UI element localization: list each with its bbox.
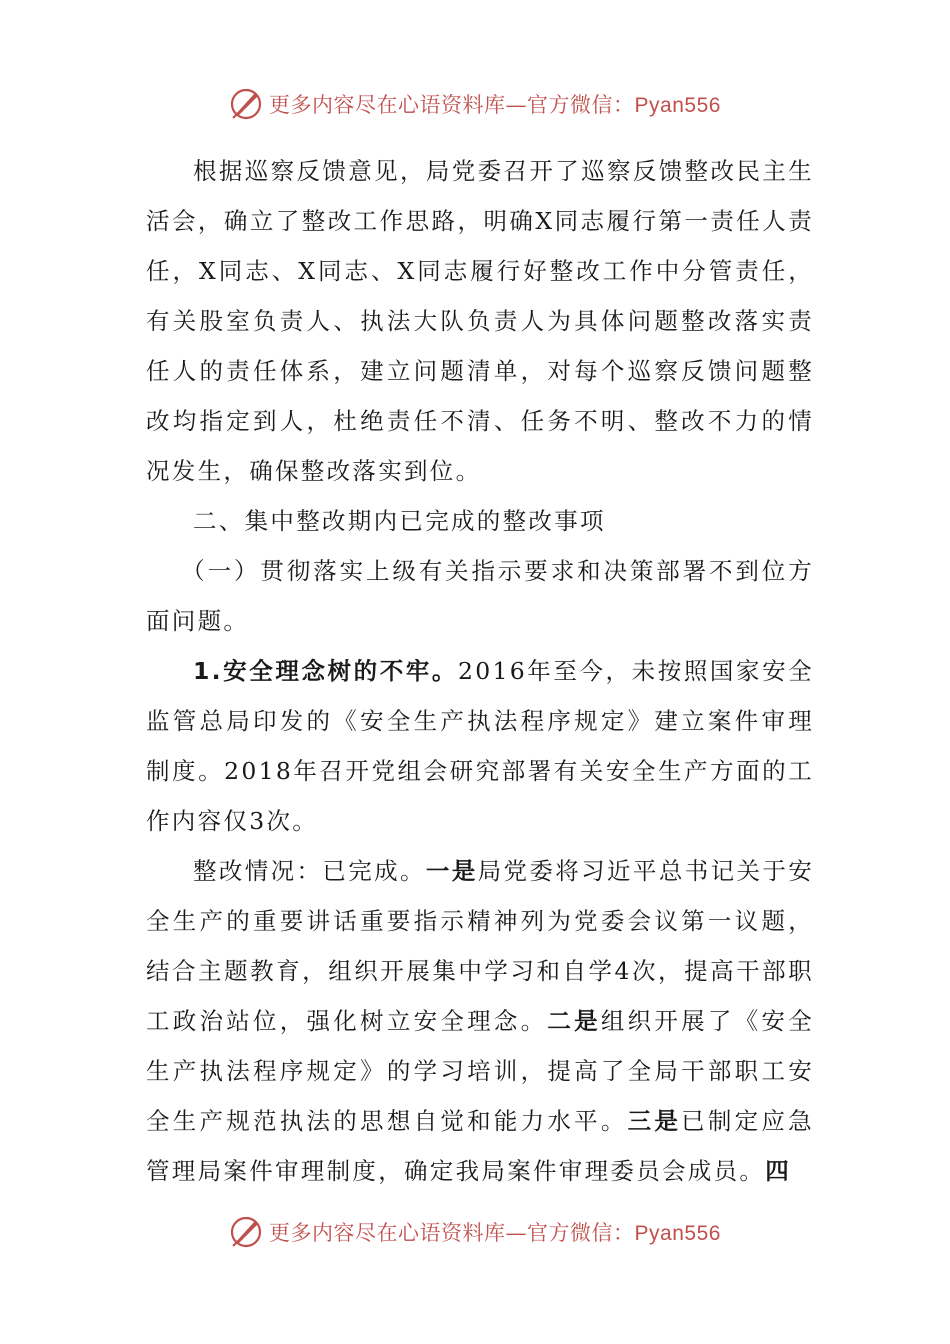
subsection-heading-1: （一）贯彻落实上级有关指示要求和决策部署不到位方面问题。 [146, 557, 814, 635]
issue-1-text: 2016年至今，未按照国家安全监管总局印发的《安全生产执法程序规定》建立案件审理制度。2018年召开党组会研究部署有关安全生产方面的工作内容仅3次。 [146, 657, 814, 835]
banner-chinese: 更多内容尽在心语资料库—官方微信： [269, 1221, 635, 1245]
document-body [146, 146, 814, 1196]
issue-1-title: 1.安全理念树的不牢。 [193, 657, 458, 685]
header-watermark-banner [0, 84, 950, 124]
measure-second: 组织开展了《安全生产执法程序规定》的学习培训，提高了全局干部职工安全生产规范执法的思想自觉和能力水平。 [146, 1007, 814, 1135]
quill-logo-icon [229, 87, 263, 121]
marker-first: 一是 [425, 857, 478, 885]
banner-text [269, 1217, 721, 1247]
paragraph-issue-1 [146, 646, 814, 846]
banner-text [269, 89, 721, 119]
measure-third: 已制定应急管理局案件审理制度，确定我局案件审理委员会成员。 [146, 1107, 814, 1185]
status-intro: 整改情况：已完成。 [193, 857, 426, 885]
paragraph-rectification-summary: 根据巡察反馈意见，局党委召开了巡察反馈整改民主生活会，确立了整改工作思路，明确X同志履行第一责任人责任，X同志、X同志、X同志履行好整改工作中分管责任，有关股室负责人、执法大队负责人为具体问题整改落实责任人的责任体系，建立问题清单，对每个巡察反馈问题整改均指定到人，杜绝责任不清、任务不明、整改不力的情况发生，确保整改落实到位。 [146, 157, 814, 485]
marker-second: 二是 [547, 1007, 601, 1035]
banner-chinese: 更多内容尽在心语资料库—官方微信： [269, 93, 635, 117]
quill-logo-icon [229, 1215, 263, 1249]
banner-wechat-id: Pyan556 [634, 1222, 721, 1245]
marker-third: 三是 [627, 1107, 682, 1135]
marker-fourth: 四 [765, 1157, 792, 1185]
section-heading-completed-items: 二、集中整改期内已完成的整改事项 [193, 507, 606, 535]
measure-first: 局党委将习近平总书记关于安全生产的重要讲话重要指示精神列为党委会议第一议题，结合主题教育，组织开展集中学习和自学4次，提高干部职工政治站位，强化树立安全理念。 [146, 857, 815, 1035]
paragraph-rectification-status [146, 846, 814, 1196]
banner-wechat-id: Pyan556 [634, 94, 721, 117]
footer-watermark-banner [0, 1212, 950, 1252]
